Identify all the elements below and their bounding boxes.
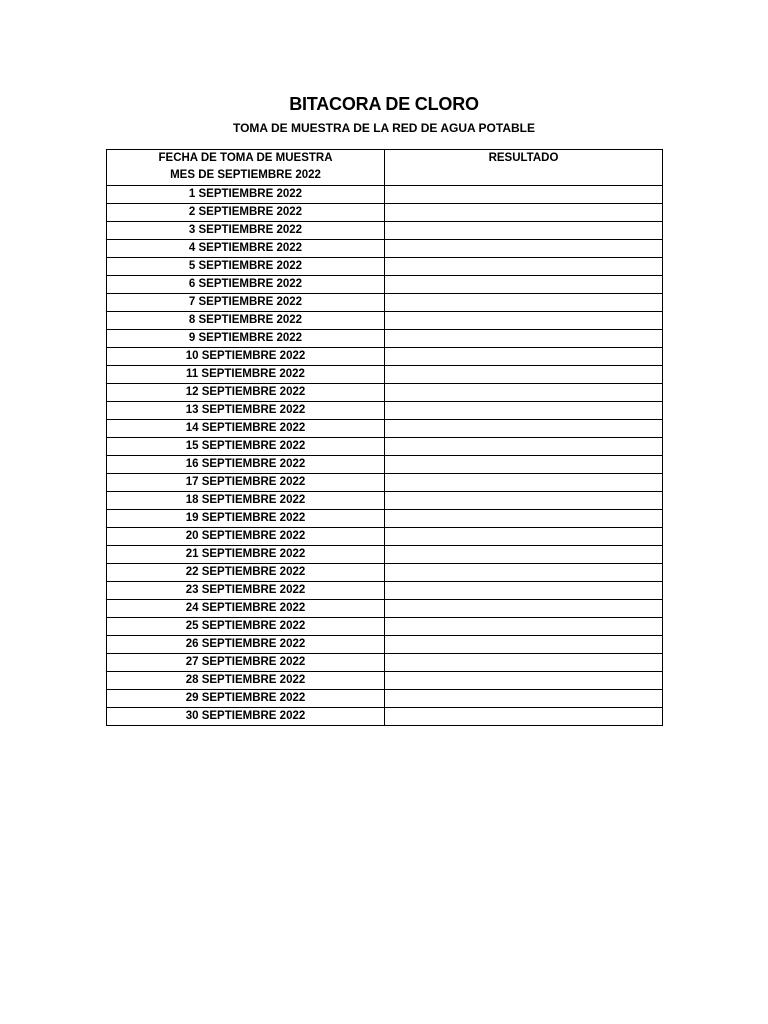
date-cell: 1 SEPTIEMBRE 2022	[107, 186, 385, 204]
date-cell: 13 SEPTIEMBRE 2022	[107, 402, 385, 420]
table-row	[107, 258, 663, 276]
result-cell[interactable]	[385, 222, 663, 240]
result-column-header: RESULTADO	[385, 150, 663, 186]
page-title: BITACORA DE CLORO	[289, 94, 479, 114]
result-cell[interactable]	[385, 582, 663, 600]
result-cell[interactable]	[385, 456, 663, 474]
result-cell[interactable]	[385, 294, 663, 312]
table-row	[107, 492, 663, 510]
table-row	[107, 672, 663, 690]
date-cell: 3 SEPTIEMBRE 2022	[107, 222, 385, 240]
table-row	[107, 366, 663, 384]
date-cell: 20 SEPTIEMBRE 2022	[107, 528, 385, 546]
result-cell[interactable]	[385, 276, 663, 294]
table-row	[107, 330, 663, 348]
date-cell: 14 SEPTIEMBRE 2022	[107, 420, 385, 438]
table-row	[107, 654, 663, 672]
table-row	[107, 222, 663, 240]
date-cell: 23 SEPTIEMBRE 2022	[107, 582, 385, 600]
date-cell: 9 SEPTIEMBRE 2022	[107, 330, 385, 348]
result-cell[interactable]	[385, 600, 663, 618]
table-row	[107, 348, 663, 366]
table-row	[107, 420, 663, 438]
table-row	[107, 402, 663, 420]
table-row	[107, 384, 663, 402]
date-cell: 5 SEPTIEMBRE 2022	[107, 258, 385, 276]
date-cell: 16 SEPTIEMBRE 2022	[107, 456, 385, 474]
date-cell: 30 SEPTIEMBRE 2022	[107, 708, 385, 726]
date-cell: 21 SEPTIEMBRE 2022	[107, 546, 385, 564]
date-cell: 8 SEPTIEMBRE 2022	[107, 312, 385, 330]
date-cell: 18 SEPTIEMBRE 2022	[107, 492, 385, 510]
date-cell: 27 SEPTIEMBRE 2022	[107, 654, 385, 672]
result-cell[interactable]	[385, 474, 663, 492]
table-row	[107, 312, 663, 330]
result-cell[interactable]	[385, 366, 663, 384]
chlorine-log-table	[106, 149, 663, 726]
result-cell[interactable]	[385, 564, 663, 582]
result-cell[interactable]	[385, 258, 663, 276]
table-row	[107, 564, 663, 582]
result-cell[interactable]	[385, 528, 663, 546]
date-cell: 25 SEPTIEMBRE 2022	[107, 618, 385, 636]
header-row	[107, 150, 663, 186]
date-column-header-line1: FECHA DE TOMA DE MUESTRA	[158, 152, 333, 164]
date-cell: 26 SEPTIEMBRE 2022	[107, 636, 385, 654]
table-body	[107, 186, 663, 726]
date-cell: 24 SEPTIEMBRE 2022	[107, 600, 385, 618]
result-cell[interactable]	[385, 186, 663, 204]
result-cell[interactable]	[385, 672, 663, 690]
page-subtitle: TOMA DE MUESTRA DE LA RED DE AGUA POTABLE	[232, 121, 535, 135]
date-cell: 7 SEPTIEMBRE 2022	[107, 294, 385, 312]
table-row	[107, 186, 663, 204]
date-cell: 6 SEPTIEMBRE 2022	[107, 276, 385, 294]
table-row	[107, 240, 663, 258]
date-cell: 10 SEPTIEMBRE 2022	[107, 348, 385, 366]
table-row	[107, 276, 663, 294]
result-cell[interactable]	[385, 636, 663, 654]
date-cell: 19 SEPTIEMBRE 2022	[107, 510, 385, 528]
result-cell[interactable]	[385, 384, 663, 402]
result-cell[interactable]	[385, 438, 663, 456]
table-row	[107, 528, 663, 546]
date-cell: 28 SEPTIEMBRE 2022	[107, 672, 385, 690]
result-cell[interactable]	[385, 492, 663, 510]
date-cell: 4 SEPTIEMBRE 2022	[107, 240, 385, 258]
date-cell: 29 SEPTIEMBRE 2022	[107, 690, 385, 708]
table-row	[107, 438, 663, 456]
result-cell[interactable]	[385, 420, 663, 438]
table-row	[107, 456, 663, 474]
result-cell[interactable]	[385, 546, 663, 564]
table-row	[107, 600, 663, 618]
date-cell: 12 SEPTIEMBRE 2022	[107, 384, 385, 402]
date-cell: 2 SEPTIEMBRE 2022	[107, 204, 385, 222]
result-cell[interactable]	[385, 654, 663, 672]
result-cell[interactable]	[385, 330, 663, 348]
result-cell[interactable]	[385, 510, 663, 528]
date-column-header-line2: MES DE SEPTIEMBRE 2022	[170, 169, 321, 181]
result-cell[interactable]	[385, 240, 663, 258]
date-column-header	[107, 150, 385, 186]
result-cell[interactable]	[385, 348, 663, 366]
result-cell[interactable]	[385, 618, 663, 636]
table-row	[107, 474, 663, 492]
table-row	[107, 510, 663, 528]
date-cell: 15 SEPTIEMBRE 2022	[107, 438, 385, 456]
result-cell[interactable]	[385, 402, 663, 420]
table-row	[107, 294, 663, 312]
date-cell: 22 SEPTIEMBRE 2022	[107, 564, 385, 582]
result-cell[interactable]	[385, 708, 663, 726]
table-row	[107, 636, 663, 654]
result-cell[interactable]	[385, 690, 663, 708]
table-row	[107, 204, 663, 222]
table-header	[107, 150, 663, 186]
result-cell[interactable]	[385, 204, 663, 222]
result-cell[interactable]	[385, 312, 663, 330]
date-cell: 11 SEPTIEMBRE 2022	[107, 366, 385, 384]
table-row	[107, 690, 663, 708]
table-row	[107, 618, 663, 636]
date-cell: 17 SEPTIEMBRE 2022	[107, 474, 385, 492]
table-row	[107, 582, 663, 600]
table-row	[107, 708, 663, 726]
table-row	[107, 546, 663, 564]
